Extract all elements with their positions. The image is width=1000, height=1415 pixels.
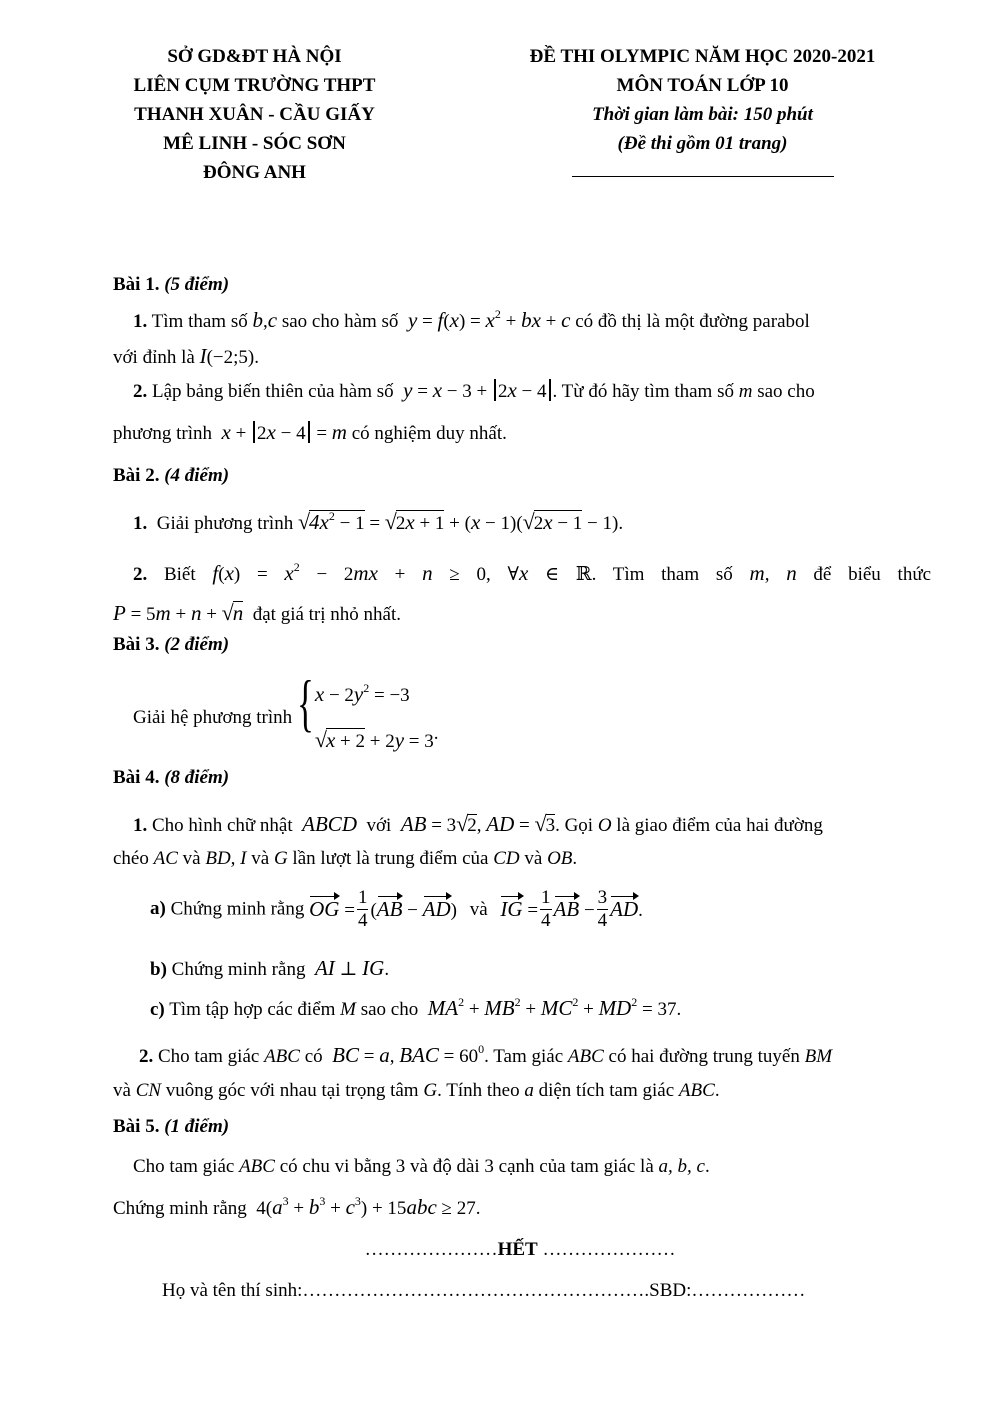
problem-4-part-a: a) Chứng minh rằng OG = $\frac{1}{4}$ (AB − AD) và IG = $\frac{1}{4}$ AB − $\frac{3}{4}$ AD. bbox=[150, 887, 643, 931]
problem-3-title: Bài 3. (2 điểm) bbox=[113, 634, 230, 655]
exam-pages: (Đề thi gồm 01 trang) bbox=[617, 133, 788, 154]
header-left-line-5: ĐÔNG ANH bbox=[203, 162, 306, 183]
problem-1-q2: 2. Lập bảng biến thiên của hàm số y = x − 3 + 2x − 4 . Từ đó hãy tìm tham số m sao cho phương trình x + 2x − 4 = m có nghiệm duy nhất. bbox=[113, 378, 815, 444]
header-left-line-1: SỞ GD&ĐT HÀ NỘI bbox=[167, 46, 342, 67]
problem-2-q1: 1. Giải phương trình $√4x^2 - 1 = √2x + 1 + (x - 1)(√2x - 1 - 1)$. bbox=[133, 509, 624, 534]
equation-system: { $x - 2y^2 = -3$ √x + 2 + 2y = 3. bbox=[296, 667, 439, 752]
problem-1-q1: 1. Tìm tham số b,c sao cho hàm số $y = f(x) = x^2$ + bx + c có đồ thị là một đường parabol với đỉnh là I(−2;5). bbox=[113, 307, 810, 368]
problem-5-title: Bài 5. (1 điểm) bbox=[113, 1116, 230, 1137]
problem-3 bbox=[113, 634, 931, 656]
problem-3-q: Giải hệ phương trình { $x - 2y^2 = -3$ √x + 2 + 2y = 3. bbox=[113, 675, 931, 761]
header-left-line-4: MÊ LINH - SÓC SƠN bbox=[163, 133, 346, 154]
problem-4-q1: 1. Cho hình chữ nhật ABCD với AB = 3√2, AD = √3. Gọi O là giao điểm của hai đường chéo AC và BD, I và G lần lượt là trung điểm của CD và OB. bbox=[113, 811, 823, 869]
exam-subject: MÔN TOÁN LỚP 10 bbox=[616, 75, 789, 96]
problem-1 bbox=[113, 274, 931, 296]
problem-4-q2: 2. Cho tam giác ABC có BC = a, BAC = $60^0$. Tam giác ABC có hai đường trung tuyến BM và CN vuông góc với nhau tại trọng tâm G. Tính theo a diện tích tam giác ABC. bbox=[113, 1042, 833, 1101]
header-left-line-3: THANH XUÂN - CẦU GIẤY bbox=[134, 104, 375, 125]
header-left bbox=[112, 42, 397, 187]
exam-time: Thời gian làm bài: 150 phút bbox=[592, 104, 813, 125]
header-left-line-2: LIÊN CỤM TRƯỜNG THPT bbox=[133, 75, 376, 96]
problem-5-q: Cho tam giác ABC có chu vi bằng 3 và độ dài 3 cạnh của tam giác là a, b, c. Chứng minh rằng $4(a^3 + b^3 + c^3) + 15abc \ge 27$. bbox=[113, 1156, 710, 1219]
header-right bbox=[500, 42, 905, 177]
problem-4-part-c: c) Tìm tập hợp các điểm M sao cho $MA^2 + MB^2 + MC^2 + MD^2 = 37$. bbox=[150, 995, 682, 1020]
problem-2 bbox=[113, 465, 931, 487]
problem-2-q2: 2. Biết $f(x) = x^2 - 2mx + n \ge 0$, ∀x ∈ ℝ. Tìm tham số m, n để biểu thức P = 5m + n + √n đạt giá trị nhỏ nhất. bbox=[113, 560, 932, 625]
problem-2-title: Bài 2. (4 điểm) bbox=[113, 465, 230, 486]
end-marker: …………………HẾT ………………… bbox=[364, 1239, 676, 1260]
problem-4-title: Bài 4. (8 điểm) bbox=[113, 767, 230, 788]
exam-title: ĐỀ THI OLYMPIC NĂM HỌC 2020-2021 bbox=[529, 46, 876, 67]
problem-4-part-b: b) Chứng minh rằng AI ⊥ IG. bbox=[150, 956, 390, 980]
problem-4 bbox=[113, 767, 931, 789]
header-rule bbox=[572, 176, 834, 177]
problem-1-title: Bài 1. (5 điểm) bbox=[113, 274, 230, 295]
candidate-line: Họ và tên thí sinh:……………………………………………….SBD:……………… bbox=[162, 1280, 806, 1301]
problem-5 bbox=[113, 1116, 931, 1138]
